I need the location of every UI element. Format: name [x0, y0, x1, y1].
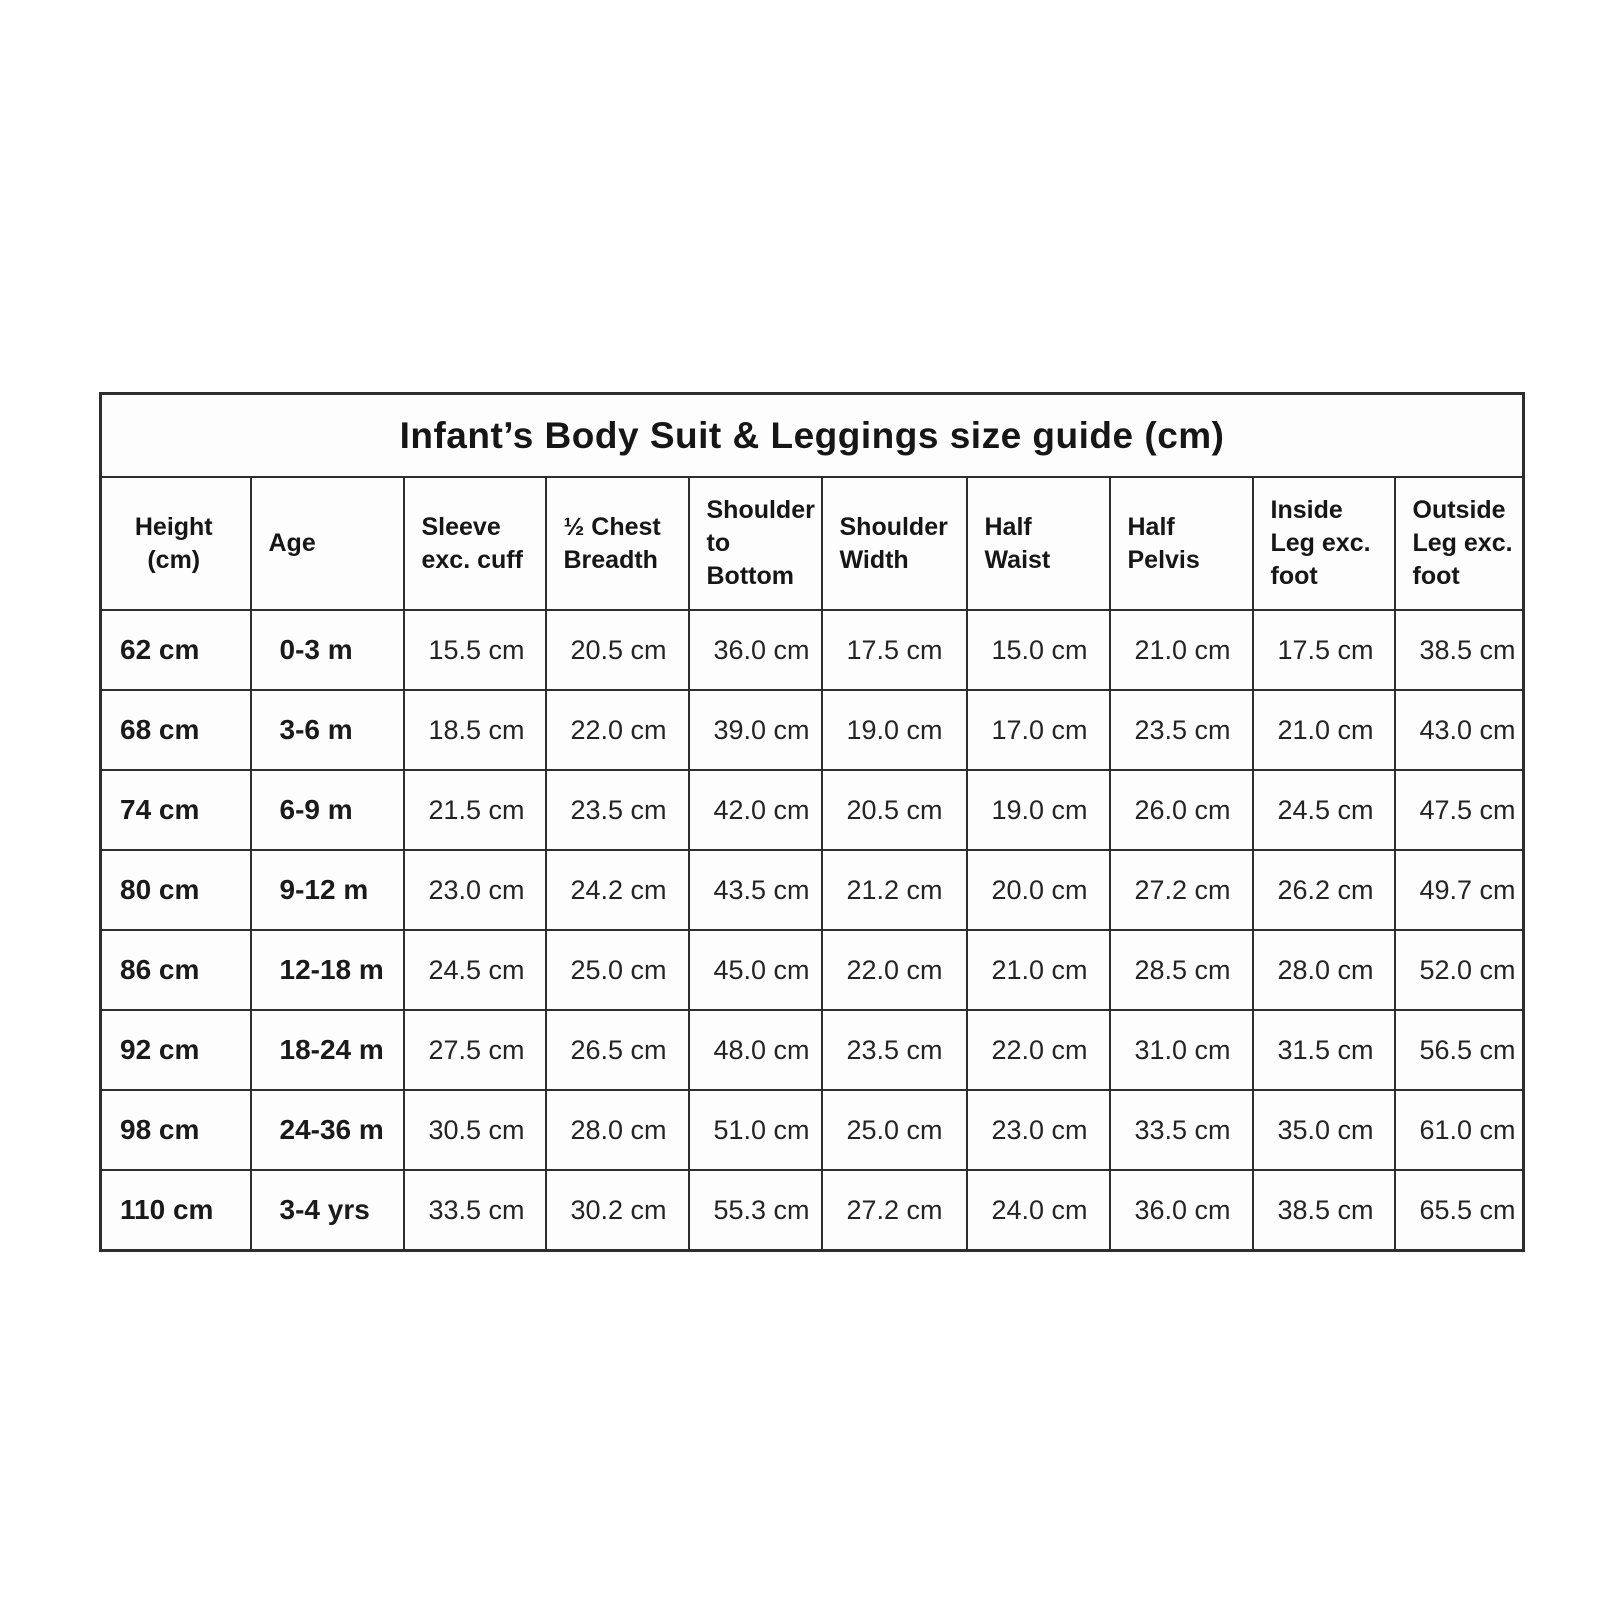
cell-sleeve: 18.5 cm: [404, 690, 546, 770]
table-row: [101, 850, 1524, 930]
cell-outside-leg: 52.0 cm: [1395, 930, 1524, 1010]
column-header-inside-leg: Inside Leg exc. foot: [1253, 477, 1395, 610]
cell-chest-breadth: 28.0 cm: [546, 1090, 689, 1170]
cell-chest-breadth: 24.2 cm: [546, 850, 689, 930]
cell-chest-breadth: 25.0 cm: [546, 930, 689, 1010]
cell-half-pelvis: 27.2 cm: [1110, 850, 1253, 930]
cell-sleeve: 33.5 cm: [404, 1170, 546, 1251]
cell-outside-leg: 38.5 cm: [1395, 610, 1524, 690]
cell-age: 24-36 m: [251, 1090, 404, 1170]
cell-sleeve: 27.5 cm: [404, 1010, 546, 1090]
cell-sleeve: 30.5 cm: [404, 1090, 546, 1170]
cell-shoulder-to-bottom: 42.0 cm: [689, 770, 822, 850]
cell-outside-leg: 56.5 cm: [1395, 1010, 1524, 1090]
cell-shoulder-width: 17.5 cm: [822, 610, 967, 690]
cell-age: 18-24 m: [251, 1010, 404, 1090]
cell-height: 62 cm: [101, 610, 251, 690]
cell-sleeve: 23.0 cm: [404, 850, 546, 930]
cell-inside-leg: 21.0 cm: [1253, 690, 1395, 770]
table-row: [101, 610, 1524, 690]
cell-age: 9-12 m: [251, 850, 404, 930]
table-row: [101, 1090, 1524, 1170]
column-header-age: Age: [251, 477, 404, 610]
cell-height: 92 cm: [101, 1010, 251, 1090]
table-row: [101, 690, 1524, 770]
cell-chest-breadth: 23.5 cm: [546, 770, 689, 850]
cell-age: 3-6 m: [251, 690, 404, 770]
cell-half-waist: 24.0 cm: [967, 1170, 1110, 1251]
cell-outside-leg: 61.0 cm: [1395, 1090, 1524, 1170]
cell-half-waist: 22.0 cm: [967, 1010, 1110, 1090]
cell-height: 68 cm: [101, 690, 251, 770]
cell-half-pelvis: 33.5 cm: [1110, 1090, 1253, 1170]
column-header-half-waist: Half Waist: [967, 477, 1110, 610]
cell-shoulder-width: 20.5 cm: [822, 770, 967, 850]
cell-outside-leg: 49.7 cm: [1395, 850, 1524, 930]
cell-half-waist: 21.0 cm: [967, 930, 1110, 1010]
cell-shoulder-width: 23.5 cm: [822, 1010, 967, 1090]
cell-age: 3-4 yrs: [251, 1170, 404, 1251]
cell-age: 0-3 m: [251, 610, 404, 690]
cell-age: 12-18 m: [251, 930, 404, 1010]
cell-shoulder-width: 25.0 cm: [822, 1090, 967, 1170]
column-header-sleeve: Sleeve exc. cuff: [404, 477, 546, 610]
cell-inside-leg: 26.2 cm: [1253, 850, 1395, 930]
cell-shoulder-to-bottom: 36.0 cm: [689, 610, 822, 690]
title-row: [101, 394, 1524, 478]
size-guide-table: [99, 392, 1525, 1252]
cell-shoulder-to-bottom: 39.0 cm: [689, 690, 822, 770]
cell-half-waist: 23.0 cm: [967, 1090, 1110, 1170]
cell-inside-leg: 38.5 cm: [1253, 1170, 1395, 1251]
cell-height: 110 cm: [101, 1170, 251, 1251]
cell-chest-breadth: 22.0 cm: [546, 690, 689, 770]
cell-inside-leg: 28.0 cm: [1253, 930, 1395, 1010]
cell-shoulder-to-bottom: 48.0 cm: [689, 1010, 822, 1090]
cell-shoulder-to-bottom: 43.5 cm: [689, 850, 822, 930]
table-title: Infant’s Body Suit & Leggings size guide (cm): [101, 394, 1524, 478]
column-header-outside-leg: Outside Leg exc. foot: [1395, 477, 1524, 610]
cell-chest-breadth: 26.5 cm: [546, 1010, 689, 1090]
cell-sleeve: 21.5 cm: [404, 770, 546, 850]
cell-half-waist: 20.0 cm: [967, 850, 1110, 930]
cell-height: 74 cm: [101, 770, 251, 850]
cell-half-pelvis: 21.0 cm: [1110, 610, 1253, 690]
table-row: [101, 1170, 1524, 1251]
cell-chest-breadth: 30.2 cm: [546, 1170, 689, 1251]
cell-half-waist: 19.0 cm: [967, 770, 1110, 850]
table-row: [101, 770, 1524, 850]
cell-inside-leg: 35.0 cm: [1253, 1090, 1395, 1170]
column-header-shoulder-width: Shoulder Width: [822, 477, 967, 610]
cell-half-pelvis: 28.5 cm: [1110, 930, 1253, 1010]
cell-age: 6-9 m: [251, 770, 404, 850]
cell-inside-leg: 24.5 cm: [1253, 770, 1395, 850]
cell-shoulder-width: 27.2 cm: [822, 1170, 967, 1251]
table-row: [101, 930, 1524, 1010]
cell-shoulder-width: 19.0 cm: [822, 690, 967, 770]
cell-outside-leg: 47.5 cm: [1395, 770, 1524, 850]
cell-half-waist: 17.0 cm: [967, 690, 1110, 770]
cell-shoulder-to-bottom: 51.0 cm: [689, 1090, 822, 1170]
cell-half-pelvis: 36.0 cm: [1110, 1170, 1253, 1251]
table-row: [101, 1010, 1524, 1090]
cell-half-pelvis: 23.5 cm: [1110, 690, 1253, 770]
cell-outside-leg: 43.0 cm: [1395, 690, 1524, 770]
header-row: [101, 477, 1524, 610]
column-header-chest-breadth: ½ Chest Breadth: [546, 477, 689, 610]
cell-shoulder-to-bottom: 55.3 cm: [689, 1170, 822, 1251]
cell-shoulder-width: 22.0 cm: [822, 930, 967, 1010]
cell-sleeve: 15.5 cm: [404, 610, 546, 690]
cell-half-pelvis: 26.0 cm: [1110, 770, 1253, 850]
cell-height: 80 cm: [101, 850, 251, 930]
cell-shoulder-to-bottom: 45.0 cm: [689, 930, 822, 1010]
cell-half-waist: 15.0 cm: [967, 610, 1110, 690]
cell-inside-leg: 17.5 cm: [1253, 610, 1395, 690]
column-header-half-pelvis: Half Pelvis: [1110, 477, 1253, 610]
cell-sleeve: 24.5 cm: [404, 930, 546, 1010]
cell-height: 86 cm: [101, 930, 251, 1010]
column-header-height: Height (cm): [101, 477, 251, 610]
cell-outside-leg: 65.5 cm: [1395, 1170, 1524, 1251]
cell-chest-breadth: 20.5 cm: [546, 610, 689, 690]
cell-inside-leg: 31.5 cm: [1253, 1010, 1395, 1090]
cell-shoulder-width: 21.2 cm: [822, 850, 967, 930]
cell-half-pelvis: 31.0 cm: [1110, 1010, 1253, 1090]
column-header-shoulder-to-bottom: Shoulder to Bottom: [689, 477, 822, 610]
cell-height: 98 cm: [101, 1090, 251, 1170]
